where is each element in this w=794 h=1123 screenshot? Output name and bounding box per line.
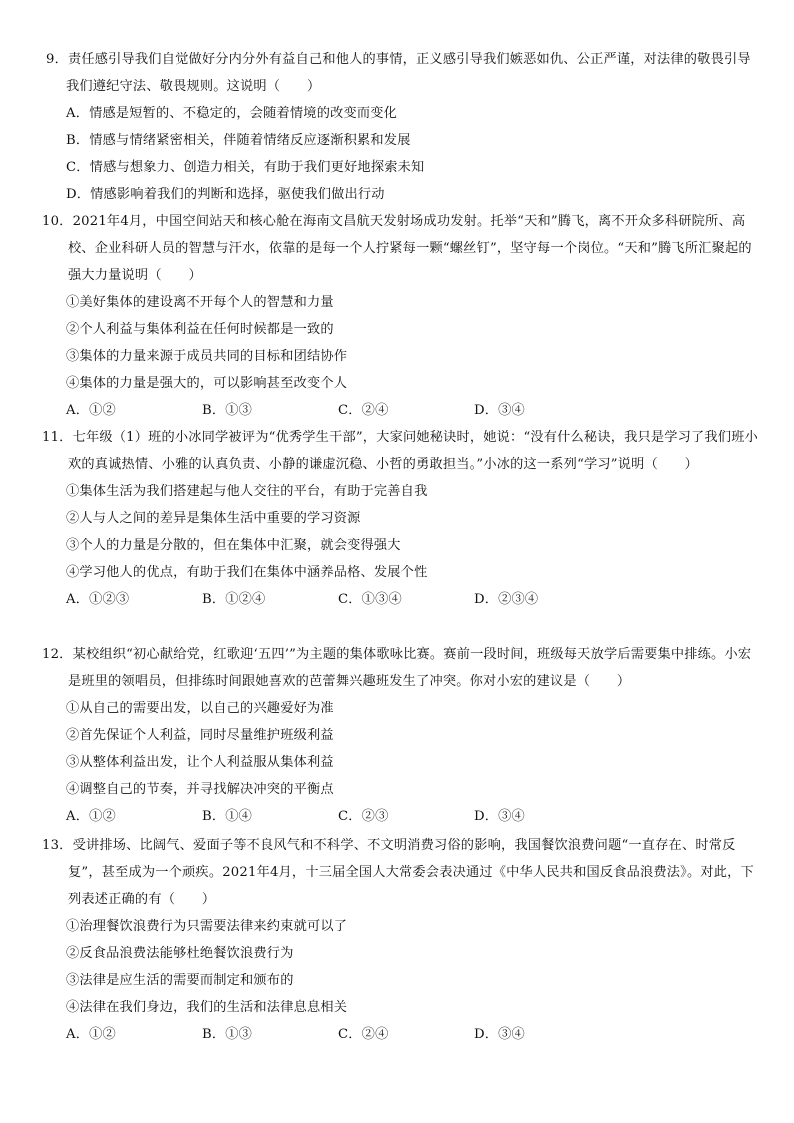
statement-4: ④法律在我们身边，我们的生活和法律息息相关 bbox=[66, 1000, 348, 1015]
statement-3: ③法律是应生活的需要而制定和颁布的 bbox=[66, 973, 294, 988]
answer-choices bbox=[46, 397, 758, 424]
statement-3: ③个人的力量是分散的，但在集体中汇聚，就会变得强大 bbox=[66, 538, 401, 553]
answer-a: A．①②③ bbox=[66, 592, 130, 607]
statement-1: ①美好集体的建设离不开每个人的智慧和力量 bbox=[66, 295, 334, 310]
answer-d: D．③④ bbox=[474, 809, 525, 824]
statement-3: ③从整体利益出发，让个人利益服从集体利益 bbox=[66, 755, 334, 770]
question-11 bbox=[42, 424, 758, 613]
statement-4: ④集体的力量是强大的，可以影响甚至改变个人 bbox=[66, 376, 348, 391]
answer-a: A．①② bbox=[66, 809, 116, 824]
answer-d: D．③④ bbox=[474, 403, 525, 418]
statement-2: ②人与人之间的差异是集体生活中重要的学习资源 bbox=[66, 511, 361, 526]
statement-4: ④调整自己的节奏，并寻找解决冲突的平衡点 bbox=[66, 782, 334, 797]
question-10 bbox=[42, 208, 758, 424]
question-9 bbox=[46, 46, 758, 208]
question-12 bbox=[42, 641, 758, 830]
statement-1: ①治理餐饮浪费行为只需要法律来约束就可以了 bbox=[66, 919, 348, 934]
answer-d: D．③④ bbox=[474, 1027, 525, 1042]
answer-b: B．①④ bbox=[202, 809, 253, 824]
statement-1: ①集体生活为我们搭建起与他人交往的平台，有助于完善自我 bbox=[66, 484, 428, 499]
question-stem: 10．2021年4月，中国空间站天和核心舱在海南文昌航天发射场成功发射。托举“天和”腾飞，离不开众多科研院所、高校、企业科研人员的智慧与汗水，依靠的是每一个人拧紧每一颗“螺丝钉”，坚守每一个岗位。“天和”腾飞所汇聚起的强大力量说明（ ） bbox=[42, 214, 752, 283]
answer-c: C．②④ bbox=[338, 403, 389, 418]
statement-2: ②首先保证个人利益，同时尽量维护班级利益 bbox=[66, 728, 334, 743]
question-stem: 9．责任感引导我们自觉做好分内分外有益自己和他人的事情，正义感引导我们嫉恶如仇、公正严谨，对法律的敬畏引导我们遵纪守法、敬畏规则。这说明（ ） bbox=[46, 52, 751, 94]
answer-b: B．①③ bbox=[202, 1027, 253, 1042]
statement-1: ①从自己的需要出发，以自己的兴趣爱好为准 bbox=[66, 701, 334, 716]
answer-c: C．②④ bbox=[338, 1027, 389, 1042]
answer-a: A．①② bbox=[66, 1027, 116, 1042]
answer-choices bbox=[46, 586, 758, 613]
statement-2: ②个人利益与集体利益在任何时候都是一致的 bbox=[66, 322, 334, 337]
option-a: A．情感是短暂的、不稳定的，会随着情境的改变而变化 bbox=[66, 106, 398, 121]
question-stem: 11．七年级（1）班的小冰同学被评为“优秀学生干部”，大家问她秘诀时，她说：“没有什么秘诀，我只是学习了我们班小欢的真诚热情、小雅的认真负责、小静的谦虚沉稳、小哲的勇敢担当。”小冰的这一系列“学习”说明（ ） bbox=[42, 430, 758, 472]
statement-4: ④学习他人的优点，有助于我们在集体中涵养品格、发展个性 bbox=[66, 565, 428, 580]
answer-b: B．①③ bbox=[202, 403, 253, 418]
answer-choices bbox=[46, 1021, 758, 1048]
option-b: B．情感与情绪紧密相关，伴随着情绪反应逐渐积累和发展 bbox=[66, 133, 411, 148]
answer-b: B．①②④ bbox=[202, 592, 266, 607]
question-13 bbox=[42, 832, 758, 1048]
option-d: D．情感影响着我们的判断和选择，驱使我们做出行动 bbox=[66, 187, 385, 202]
statement-3: ③集体的力量来源于成员共同的目标和团结协作 bbox=[66, 349, 348, 364]
answer-d: D．②③④ bbox=[474, 592, 539, 607]
question-stem: 13．受讲排场、比阔气、爱面子等不良风气和不科学、不文明消费习俗的影响，我国餐饮浪费问题“一直存在、时常反复”，甚至成为一个顽疾。2021年4月，十三届全国人大常委会表决通过《中华人民共和国反食品浪费法》。对此，下列表述正确的有（ ） bbox=[42, 838, 754, 907]
option-c: C．情感与想象力、创造力相关，有助于我们更好地探索未知 bbox=[66, 160, 425, 175]
statement-2: ②反食品浪费法能够杜绝餐饮浪费行为 bbox=[66, 946, 294, 961]
question-stem: 12．某校组织“初心献给党，红歌迎‘五四’”为主题的集体歌咏比赛。赛前一段时间，班级每天放学后需要集中排练。小宏是班里的领唱员，但排练时间跟她喜欢的芭蕾舞兴趣班发生了冲突。你对小宏的建议是（ ） bbox=[42, 647, 752, 689]
answer-choices bbox=[46, 803, 758, 830]
answer-c: C．①③④ bbox=[338, 592, 402, 607]
answer-c: C．②③ bbox=[338, 809, 389, 824]
answer-a: A．①② bbox=[66, 403, 116, 418]
